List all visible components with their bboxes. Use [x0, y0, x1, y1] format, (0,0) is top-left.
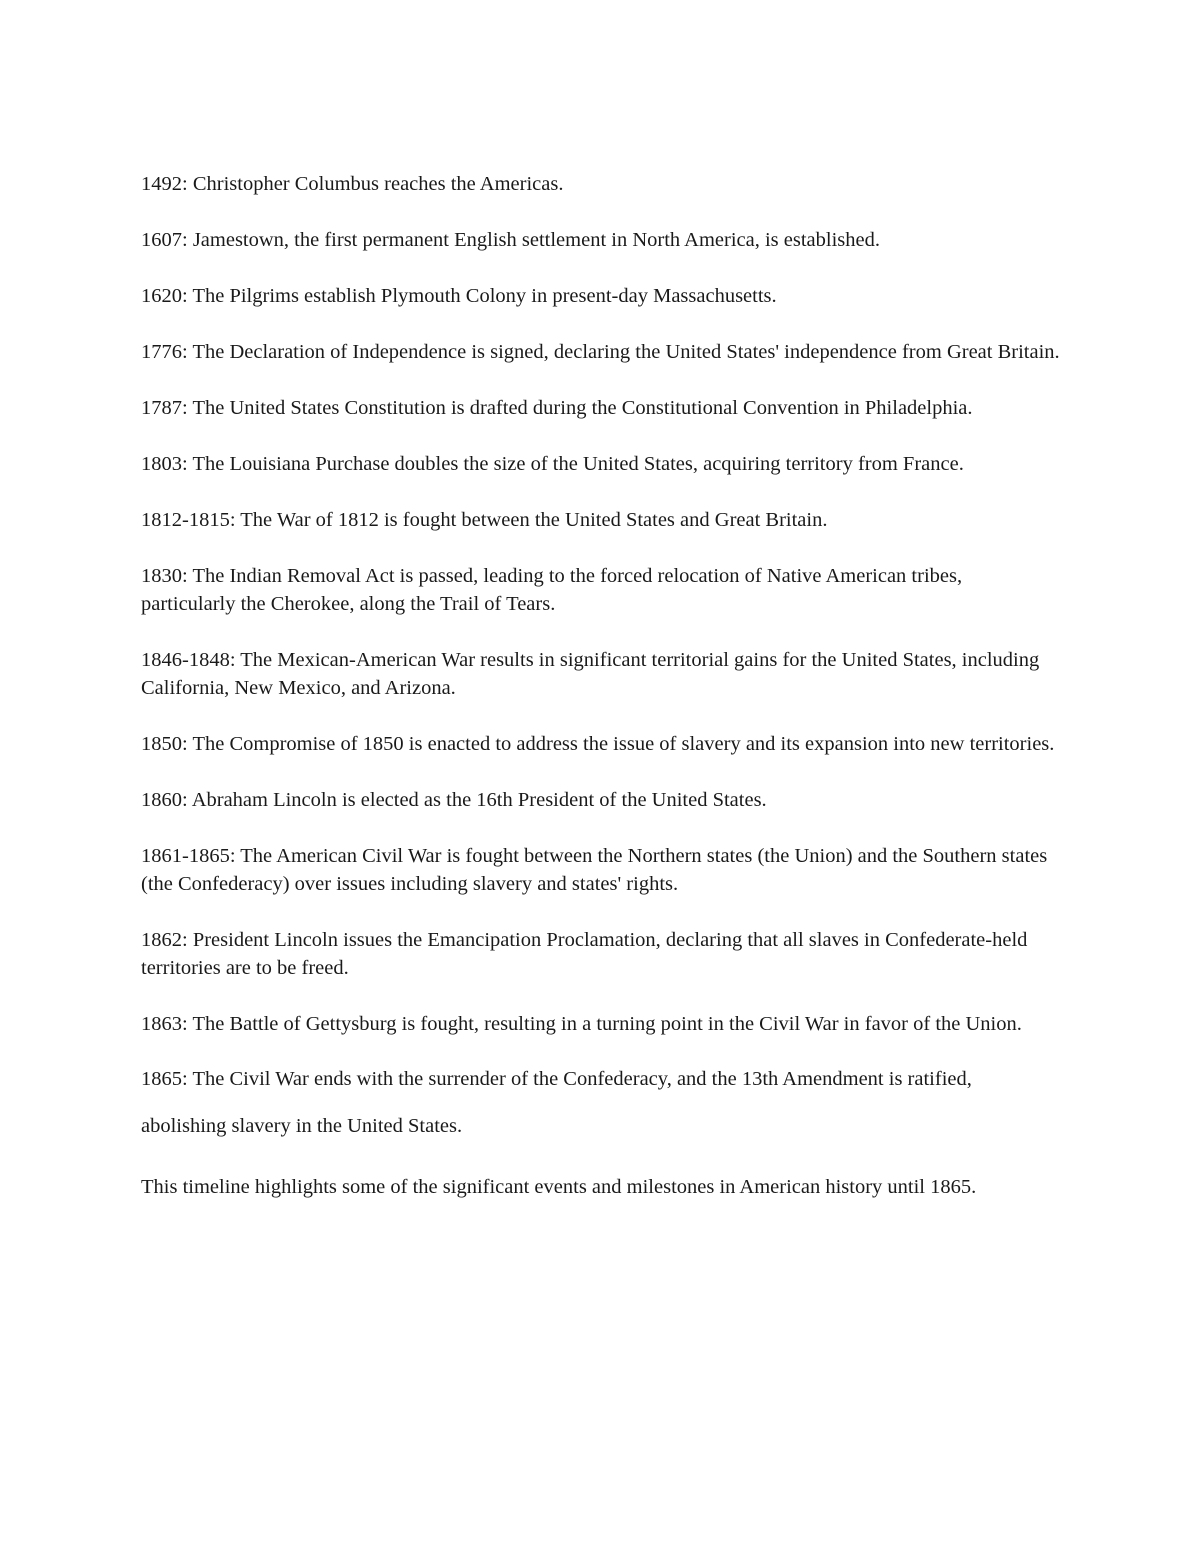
- timeline-entry-1860: 1860: Abraham Lincoln is elected as the 16th President of the United States.: [141, 789, 767, 811]
- timeline-summary: This timeline highlights some of the significant events and milestones in American history until 1865.: [141, 1176, 977, 1198]
- timeline-entry-1492: 1492: Christopher Columbus reaches the Americas.: [141, 173, 564, 195]
- timeline-entry-1803: 1803: The Louisiana Purchase doubles the size of the United States, acquiring territory from France.: [141, 453, 964, 475]
- timeline-entry-1620: 1620: The Pilgrims establish Plymouth Colony in present-day Massachusetts.: [141, 285, 777, 307]
- timeline-entry-1865: 1865: The Civil War ends with the surrender of the Confederacy, and the 13th Amendment is ratified, abolishing slavery in the United States.: [141, 1068, 972, 1137]
- timeline-entry-1607: 1607: Jamestown, the first permanent English settlement in North America, is established.: [141, 229, 880, 251]
- timeline-entry-1830: 1830: The Indian Removal Act is passed, leading to the forced relocation of Native American tribes, particularly the Cherokee, along the Trail of Tears.: [141, 565, 963, 615]
- timeline-entry-1862: 1862: President Lincoln issues the Emancipation Proclamation, declaring that all slaves in Confederate-held territories are to be freed.: [141, 929, 1028, 979]
- timeline-entry-1863: 1863: The Battle of Gettysburg is fought, resulting in a turning point in the Civil War in favor of the Union.: [141, 1013, 1022, 1035]
- timeline-entry-1861: 1861-1865: The American Civil War is fought between the Northern states (the Union) and the Southern states (the Confederacy) over issues including slavery and states' rights.: [141, 845, 1048, 895]
- timeline-entry-1846: 1846-1848: The Mexican-American War results in significant territorial gains for the United States, including California, New Mexico, and Arizona.: [141, 649, 1040, 699]
- timeline-entry-1776: 1776: The Declaration of Independence is signed, declaring the United States' independence from Great Britain.: [141, 341, 1060, 363]
- timeline-entry-1787: 1787: The United States Constitution is drafted during the Constitutional Convention in Philadelphia.: [141, 397, 973, 419]
- timeline-entry-1850: 1850: The Compromise of 1850 is enacted to address the issue of slavery and its expansion into new territories.: [141, 733, 1055, 755]
- timeline-entry-1812: 1812-1815: The War of 1812 is fought between the United States and Great Britain.: [141, 509, 828, 531]
- timeline-content: [141, 170, 1061, 1211]
